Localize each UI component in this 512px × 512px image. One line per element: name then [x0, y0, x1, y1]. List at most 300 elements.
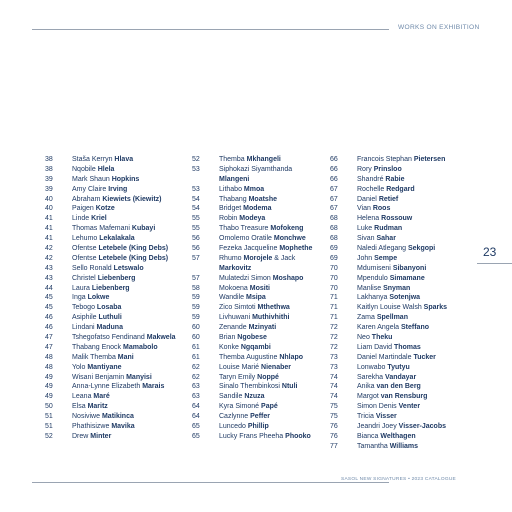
- page-ref: 66: [330, 165, 338, 173]
- artist-first-name: Sinalo Thembinkosi: [219, 383, 280, 391]
- artist-entry: [45, 204, 176, 214]
- artist-surname: Sotenjwa: [389, 294, 421, 302]
- artist-name: [219, 254, 295, 264]
- artist-surname: Rabie: [385, 175, 405, 183]
- artist-name: [357, 155, 445, 165]
- artist-entry: [45, 185, 176, 195]
- artist-entry: [45, 175, 176, 185]
- page-ref: 53: [192, 185, 200, 193]
- artist-surname: Mantiyane: [87, 363, 122, 371]
- page-ref: 71: [330, 294, 338, 302]
- artist-surname: Letebele (King Debs): [98, 245, 169, 253]
- artist-entry: [45, 155, 176, 165]
- artist-entry: [45, 244, 176, 254]
- artist-first-name: Nqobile: [72, 165, 96, 173]
- page-ref: 66: [330, 175, 338, 183]
- artist-column-1: [45, 155, 176, 442]
- artist-collaborator-first-name: & Jack: [272, 254, 296, 262]
- artist-entry: [192, 313, 312, 323]
- artist-entry: [45, 284, 176, 294]
- artist-surname: Mani: [117, 353, 134, 361]
- page-ref: 77: [330, 442, 338, 450]
- page-ref: 68: [330, 235, 338, 243]
- artist-first-name: Wisani Benjamin: [72, 373, 125, 381]
- artist-first-name: Bianca: [357, 432, 379, 440]
- artist-surname: Kubayi: [131, 225, 156, 233]
- artist-entry: [330, 402, 447, 412]
- artist-surname: Vandayar: [385, 373, 417, 381]
- page-ref: 39: [45, 175, 53, 183]
- artist-name: [219, 284, 270, 294]
- artist-first-name: Konke: [219, 343, 239, 351]
- artist-name: [72, 204, 115, 214]
- artist-name: [72, 363, 122, 373]
- artist-first-name: Yolo: [72, 363, 86, 371]
- artist-first-name: Bridget: [219, 205, 242, 213]
- artist-name: [72, 373, 152, 383]
- artist-first-name: Zama: [357, 314, 375, 322]
- artist-name: [357, 382, 421, 392]
- artist-surname: Peffer: [250, 413, 270, 421]
- artist-surname: Roos: [372, 205, 391, 213]
- artist-entry: [330, 185, 447, 195]
- artist-entry: [192, 333, 312, 343]
- artist-first-name: Helena: [357, 215, 380, 223]
- artist-first-name: Inga: [72, 294, 86, 302]
- artist-name: [72, 214, 107, 224]
- artist-entry: [45, 254, 176, 264]
- artist-name: [72, 274, 135, 284]
- artist-entry: [330, 284, 447, 294]
- artist-first-name: Brian: [219, 334, 236, 342]
- artist-name: [219, 155, 281, 165]
- artist-name: [72, 175, 139, 185]
- page-ref: 55: [192, 225, 200, 233]
- artist-surname: Redgard: [386, 185, 415, 193]
- artist-entry: [45, 412, 176, 422]
- artist-entry: [330, 175, 447, 185]
- page-ref: 52: [192, 156, 200, 163]
- artist-first-name: Christel: [72, 274, 96, 282]
- artist-entry: [330, 254, 447, 264]
- artist-entry: [45, 214, 176, 224]
- artist-name: [357, 284, 410, 294]
- page-ref: 41: [45, 215, 53, 223]
- artist-name: [219, 274, 303, 284]
- page-ref: 50: [45, 403, 53, 411]
- page-ref: 55: [192, 215, 200, 223]
- artist-entry: [192, 204, 312, 214]
- page-ref: 39: [45, 185, 53, 193]
- artist-first-name: Rhumo: [219, 254, 242, 262]
- artist-entry: [330, 422, 447, 432]
- page-ref: 65: [192, 423, 200, 431]
- artist-entry: [192, 165, 312, 175]
- artist-first-name: Lonwabo: [357, 363, 386, 371]
- artist-name: [219, 353, 303, 363]
- artist-surname: van den Berg: [376, 383, 421, 391]
- page-ref: 65: [192, 432, 200, 440]
- artist-surname: Letswalo: [113, 264, 144, 272]
- artist-name: [219, 313, 289, 323]
- artist-entry: [45, 323, 176, 333]
- artist-first-name: Mpendulo: [357, 274, 388, 282]
- artist-entry: [330, 204, 447, 214]
- artist-surname: Sekgopi: [408, 245, 436, 253]
- page-ref: 71: [330, 304, 338, 312]
- artist-name: [357, 412, 397, 422]
- page-ref: 72: [330, 343, 338, 351]
- artist-surname: Kriel: [91, 215, 107, 223]
- artist-first-name: Sivan: [357, 235, 375, 243]
- artist-first-name: Siphokazi Siyamthanda: [219, 165, 293, 173]
- artist-entry: [192, 402, 312, 412]
- artist-entry: [45, 353, 176, 363]
- artist-first-name: Thabang Enock: [72, 343, 122, 351]
- artist-name: [357, 392, 427, 402]
- page-ref: 63: [192, 383, 200, 391]
- artist-surname: Hopkins: [111, 175, 140, 183]
- page-ref: 61: [192, 343, 200, 351]
- artist-name: [72, 284, 130, 294]
- artist-surname: Sparks: [423, 304, 448, 312]
- page-ref: 69: [330, 245, 338, 253]
- artist-first-name: Staša Kerryn: [72, 156, 113, 163]
- artist-surname: Welthagen: [380, 432, 416, 440]
- artist-entry: [45, 264, 176, 274]
- artist-surname: Matikinca: [101, 413, 134, 421]
- artist-name: [72, 382, 164, 392]
- artist-surname: Manyisi: [126, 373, 152, 381]
- artist-entry: [192, 155, 312, 165]
- artist-entry: [45, 303, 176, 313]
- artist-name: [357, 195, 398, 205]
- artist-surname: Tyutyu: [387, 363, 410, 371]
- artist-first-name: Drew: [72, 432, 89, 440]
- artist-surname: Rudman: [374, 225, 403, 233]
- artist-entry: [192, 412, 312, 422]
- artist-name: [219, 303, 290, 313]
- page-ref: 43: [45, 274, 53, 282]
- artist-surname: Ntuli: [281, 383, 298, 391]
- artist-name: [357, 224, 402, 234]
- page-ref: 59: [192, 294, 200, 302]
- page-ref: 64: [192, 413, 200, 421]
- page-ref: 64: [192, 403, 200, 411]
- artist-entry: [192, 214, 312, 224]
- artist-name: [72, 422, 135, 432]
- page-ref: [192, 264, 219, 274]
- artist-first-name: Simon Denis: [357, 403, 397, 411]
- artist-name: [357, 234, 396, 244]
- page-ref: 67: [330, 205, 338, 213]
- artist-surname: Mavika: [111, 423, 135, 431]
- artist-name: [357, 442, 418, 452]
- artist-surname: Williams: [389, 442, 419, 450]
- artist-entry: [330, 195, 447, 205]
- artist-surname: Nzuza: [244, 393, 265, 401]
- artist-name: [219, 234, 306, 244]
- page-ref: 48: [45, 363, 53, 371]
- artist-first-name: Zenande: [219, 324, 247, 332]
- page-ref: 46: [45, 324, 53, 332]
- footer-text: SASOL NEW SIGNATURES • 2023 CATALOGUE: [341, 477, 456, 482]
- artist-name: [72, 244, 168, 254]
- page-ref: 72: [330, 324, 338, 332]
- artist-first-name: Liam David: [357, 343, 393, 351]
- artist-surname: Msipa: [245, 294, 266, 302]
- artist-entry: [330, 264, 447, 274]
- artist-name: [357, 323, 429, 333]
- artist-name: [219, 224, 303, 234]
- artist-entry: [330, 303, 447, 313]
- artist-name: [357, 363, 410, 373]
- artist-first-name: Mulatedzi Simon: [219, 274, 271, 282]
- artist-name: [219, 244, 312, 254]
- artist-surname: Kiewiets (Kiewitz): [102, 195, 162, 203]
- artist-entry: [45, 343, 176, 353]
- artist-entry: [330, 363, 447, 373]
- artist-first-name: Thabang: [219, 195, 247, 203]
- artist-entry: [330, 373, 447, 383]
- artist-entry: [330, 293, 447, 303]
- artist-surname: Tucker: [413, 353, 436, 361]
- artist-entry: [330, 412, 447, 422]
- artist-surname: Lekalakala: [99, 235, 135, 243]
- artist-surname: Modema: [243, 205, 272, 213]
- artist-first-name: Jeandri Joey: [357, 423, 397, 431]
- artist-first-name: Laura: [72, 284, 90, 292]
- artist-entry: [45, 392, 176, 402]
- page-ref: 57: [192, 274, 200, 282]
- artist-first-name: Lithabo: [219, 185, 242, 193]
- page-ref: 75: [330, 403, 338, 411]
- page-ref: 47: [45, 343, 53, 351]
- artist-surname: Irving: [108, 185, 128, 193]
- page-ref: 74: [330, 393, 338, 401]
- artist-surname: Theku: [371, 334, 393, 342]
- page-ref: 45: [45, 294, 53, 302]
- artist-surname: Visser: [375, 413, 397, 421]
- artist-name: [219, 382, 297, 392]
- page-ref: 42: [45, 245, 53, 253]
- artist-first-name: Elsa: [72, 403, 86, 411]
- artist-name: [357, 214, 412, 224]
- artist-surname: Liebenberg: [97, 274, 136, 282]
- artist-first-name: Manlise: [357, 284, 382, 292]
- artist-entry: [330, 214, 447, 224]
- page-ref: 49: [45, 393, 53, 401]
- artist-entry: [45, 165, 176, 175]
- artist-surname: Lokwe: [87, 294, 110, 302]
- artist-name: [72, 303, 121, 313]
- artist-name: [219, 214, 265, 224]
- artist-name: [219, 185, 264, 195]
- artist-name: [357, 274, 425, 284]
- artist-surname: Moshapo: [272, 274, 304, 282]
- artist-name: [357, 402, 420, 412]
- artist-column-2: [192, 155, 312, 442]
- artist-name: [72, 323, 123, 333]
- footer-rule: [32, 482, 389, 483]
- artist-surname: Mositi: [249, 284, 270, 292]
- artist-entry: [192, 363, 312, 373]
- page-ref: 76: [330, 423, 338, 431]
- page-ref: 42: [45, 254, 53, 262]
- page-ref: 47: [45, 334, 53, 342]
- artist-name: [357, 293, 420, 303]
- page-ref: 63: [192, 393, 200, 401]
- artist-surname: Phooko: [285, 432, 311, 440]
- artist-first-name: Robin: [219, 215, 238, 223]
- artist-surname: Snyman: [383, 284, 411, 292]
- artist-first-name: Lucky Frans Pheeha: [219, 432, 284, 440]
- artist-first-name: Sello Ronald: [72, 264, 112, 272]
- artist-first-name: Omolemo Oratile: [219, 235, 272, 243]
- page-ref: 71: [330, 314, 338, 322]
- page-ref: 51: [45, 423, 53, 431]
- artist-first-name: Sandile: [219, 393, 243, 401]
- artist-entry: [45, 432, 176, 442]
- artist-name: [357, 254, 397, 264]
- artist-surname: Modeya: [239, 215, 266, 223]
- artist-surname: Marais: [142, 383, 165, 391]
- artist-surname: Morojele: [243, 254, 273, 262]
- artist-name: [219, 175, 249, 185]
- page-ref: 72: [330, 334, 338, 342]
- artist-first-name: Neo: [357, 334, 370, 342]
- page-ref: 51: [45, 413, 53, 421]
- page-ref: 49: [45, 383, 53, 391]
- artist-first-name: Lakhanya: [357, 294, 388, 302]
- artist-entry: [330, 442, 447, 452]
- artist-surname: Papé: [261, 403, 278, 411]
- artist-first-name: Francois Stephan: [357, 156, 412, 163]
- artist-name: [219, 204, 272, 214]
- artist-entry: [330, 313, 447, 323]
- page-number: 23: [483, 245, 497, 259]
- artist-surname: Monchwe: [273, 235, 306, 243]
- artist-name: [72, 185, 127, 195]
- page-ref: 58: [192, 284, 200, 292]
- artist-first-name: Mokoena: [219, 284, 248, 292]
- artist-first-name: Lindani: [72, 324, 95, 332]
- artist-column-3: [330, 155, 447, 452]
- artist-name: [357, 244, 435, 254]
- artist-first-name: Naledi Atlegang: [357, 245, 407, 253]
- page-number-rule: [477, 263, 512, 264]
- page-ref: 52: [45, 432, 53, 440]
- artist-first-name: Themba: [219, 156, 245, 163]
- artist-entry: [45, 422, 176, 432]
- artist-name: [219, 373, 279, 383]
- page-ref: 75: [330, 413, 338, 421]
- page-ref: 76: [330, 432, 338, 440]
- artist-first-name: Tricia: [357, 413, 374, 421]
- artist-name: [357, 313, 408, 323]
- page-ref: 49: [45, 373, 53, 381]
- page-ref: 59: [192, 314, 200, 322]
- artist-surname: Moatshe: [248, 195, 277, 203]
- artist-surname: Ngqambi: [240, 343, 271, 351]
- artist-surname: Simamane: [389, 274, 425, 282]
- header-rule: [32, 29, 389, 30]
- artist-entry: [192, 254, 312, 264]
- artist-entry: [45, 274, 176, 284]
- artist-first-name: Fezeka Jacqueline: [219, 245, 278, 253]
- artist-entry: [330, 432, 447, 442]
- artist-first-name: Cazlynne: [219, 413, 249, 421]
- artist-entry: [45, 402, 176, 412]
- artist-entry: [330, 382, 447, 392]
- artist-first-name: Asiphile: [72, 314, 97, 322]
- artist-surname: Minter: [90, 432, 112, 440]
- artist-first-name: Thomas Mafemani: [72, 225, 130, 233]
- page-ref: 67: [330, 195, 338, 203]
- page-ref: 48: [45, 353, 53, 361]
- artist-first-name: Tamantha: [357, 442, 388, 450]
- artist-entry: [45, 363, 176, 373]
- artist-surname: Rossouw: [381, 215, 413, 223]
- artist-name: [357, 422, 446, 432]
- artist-entry: [330, 333, 447, 343]
- artist-surname: Retief: [378, 195, 399, 203]
- artist-name: [72, 432, 111, 442]
- artist-surname: Mmoa: [243, 185, 265, 193]
- artist-name: [357, 353, 436, 363]
- artist-name: [219, 165, 292, 175]
- artist-entry: [45, 333, 176, 343]
- artist-surname: Sibanyoni: [392, 264, 427, 272]
- artist-entry: [45, 195, 176, 205]
- page-ref: 44: [45, 284, 53, 292]
- artist-name: [72, 234, 135, 244]
- artist-name: [219, 195, 277, 205]
- artist-surname: Liebenberg: [91, 284, 130, 292]
- page-ref: 38: [45, 165, 53, 173]
- artist-entry: [192, 303, 312, 313]
- artist-entry: [45, 234, 176, 244]
- artist-entry: [330, 323, 447, 333]
- artist-first-name: Daniel Martindale: [357, 353, 412, 361]
- page-ref: 62: [192, 373, 200, 381]
- page-ref: 41: [45, 225, 53, 233]
- artist-surname: Mofokeng: [270, 225, 304, 233]
- page-ref: 70: [330, 284, 338, 292]
- artist-name: [219, 333, 267, 343]
- artist-name: [72, 333, 176, 343]
- artist-name: [72, 412, 134, 422]
- artist-name: [72, 224, 155, 234]
- artist-name: [72, 313, 122, 323]
- page-ref: 56: [192, 235, 200, 243]
- artist-first-name: Amy Claire: [72, 185, 107, 193]
- artist-entry: [330, 244, 447, 254]
- artist-name: [219, 293, 266, 303]
- artist-first-name: Kyra Simoné: [219, 403, 260, 411]
- artist-first-name: Abraham: [72, 195, 101, 203]
- artist-entry: [45, 382, 176, 392]
- artist-surname: Maré: [93, 393, 110, 401]
- artist-entry: [330, 392, 447, 402]
- artist-entry: [192, 234, 312, 244]
- artist-first-name: Louise Marié: [219, 363, 260, 371]
- artist-surname: Mophethe: [279, 245, 313, 253]
- artist-surname: Hlava: [114, 156, 134, 163]
- page-ref: 62: [192, 363, 200, 371]
- artist-name: [72, 353, 134, 363]
- artist-entry: [192, 185, 312, 195]
